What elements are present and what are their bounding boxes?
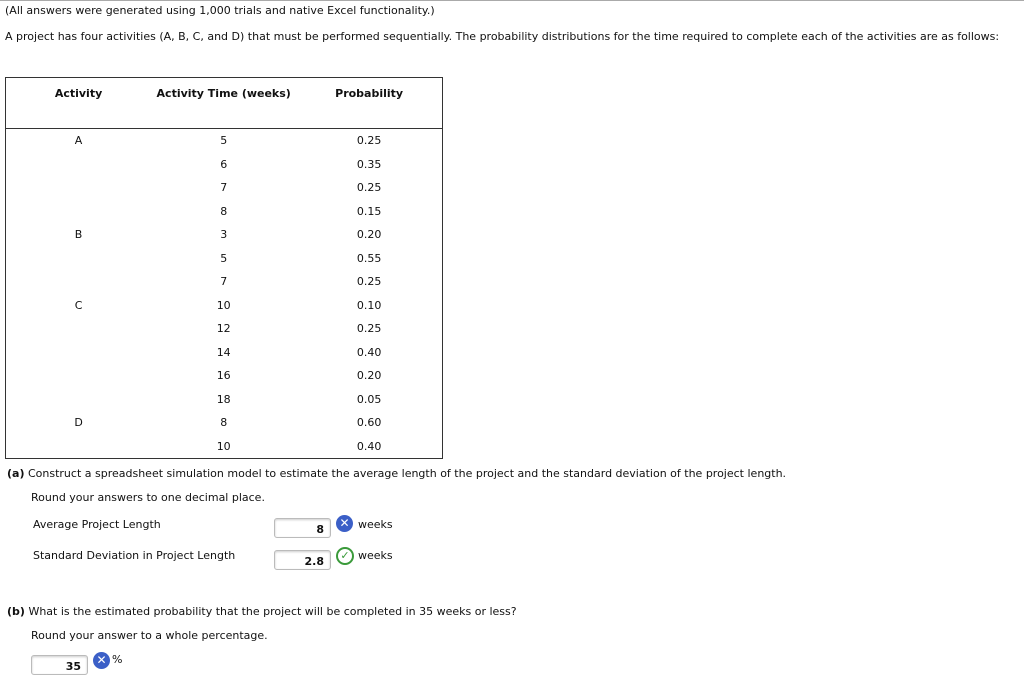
cell-activity [6,341,152,365]
table-row [6,129,443,153]
cell-probability: 0.10 [356,298,382,312]
cell-activity [6,435,152,459]
cell-activity [6,247,152,271]
table-row [6,270,443,294]
cell-activity [6,200,152,224]
part-a-question: (a) Construct a spreadsheet simulation model to estimate the average length of the project and the standard deviation of the project length. [7,467,787,480]
cell-activity [6,270,152,294]
cell-probability: 0.60 [356,416,382,430]
cell-activity [6,317,152,341]
cell-probability: 0.25 [356,134,382,148]
sd-input[interactable]: 2.8 [274,550,331,570]
cell-activity: C [74,298,83,312]
cell-activity [6,364,152,388]
part-b-question: (b) What is the estimated probability that the project will be completed in 35 weeks or less? [7,605,517,618]
table-row [6,411,443,435]
sd-unit: weeks [358,549,393,562]
header-time: Activity Time (weeks) [151,78,296,129]
cell-probability: 0.55 [356,251,382,265]
cell-probability: 0.35 [356,157,382,171]
cell-probability: 0.25 [356,275,382,289]
table-row [6,153,443,177]
incorrect-icon: ✕ [93,652,110,669]
correct-icon: ✓ [336,547,354,565]
avg-input[interactable]: 8 [274,518,331,538]
cell-probability: 0.20 [356,369,382,383]
cell-time: 14 [216,345,231,359]
cell-probability: 0.05 [356,392,382,406]
cell-time: 6 [220,157,228,171]
cell-probability: 0.25 [356,181,382,195]
cell-time: 16 [216,369,231,383]
table-row [6,247,443,271]
table-row [6,388,443,412]
cell-probability: 0.20 [356,228,382,242]
table-row [6,435,443,459]
table-row [6,176,443,200]
incorrect-icon: ✕ [336,515,353,532]
cell-activity [6,153,152,177]
cell-activity [6,176,152,200]
cell-time: 10 [216,298,231,312]
cell-activity: B [74,228,83,242]
cell-time: 5 [220,134,228,148]
cell-time: 5 [220,251,228,265]
cell-probability: 0.40 [356,345,382,359]
intro: A project has four activities (A, B, C, and D) that must be performed sequentially. The probability distributions for the time required to complete each of the activities are as follows: [5,30,1000,43]
part-b-instruction: Round your answer to a whole percentage. [31,629,268,642]
cell-time: 8 [220,204,228,218]
table-row [6,200,443,224]
cell-time: 7 [220,275,228,289]
cell-time: 10 [216,439,231,453]
sd-label: Standard Deviation in Project Length [33,549,236,562]
avg-unit: weeks [358,518,393,531]
activity-table [5,77,443,459]
header-activity: Activity [6,78,152,129]
cell-activity: A [74,134,83,148]
probability-input[interactable]: 35 [31,655,88,675]
cell-time: 12 [216,322,231,336]
cell-activity: D [74,416,83,430]
cell-probability: 0.25 [356,322,382,336]
table-row [6,317,443,341]
cell-time: 8 [220,416,228,430]
cell-time: 7 [220,181,228,195]
cell-time: 3 [220,228,228,242]
table-row [6,294,443,318]
cell-probability: 0.15 [356,204,382,218]
percent-unit: % [112,653,123,666]
avg-label: Average Project Length [33,518,161,531]
cell-activity [6,388,152,412]
header-probability: Probability [296,78,442,129]
cell-time: 18 [216,392,231,406]
table-row [6,223,443,247]
cell-probability: 0.40 [356,439,382,453]
part-a-instruction: Round your answers to one decimal place. [31,491,265,504]
note: (All answers were generated using 1,000 trials and native Excel functionality.) [5,4,435,17]
table-row [6,364,443,388]
table-row [6,341,443,365]
